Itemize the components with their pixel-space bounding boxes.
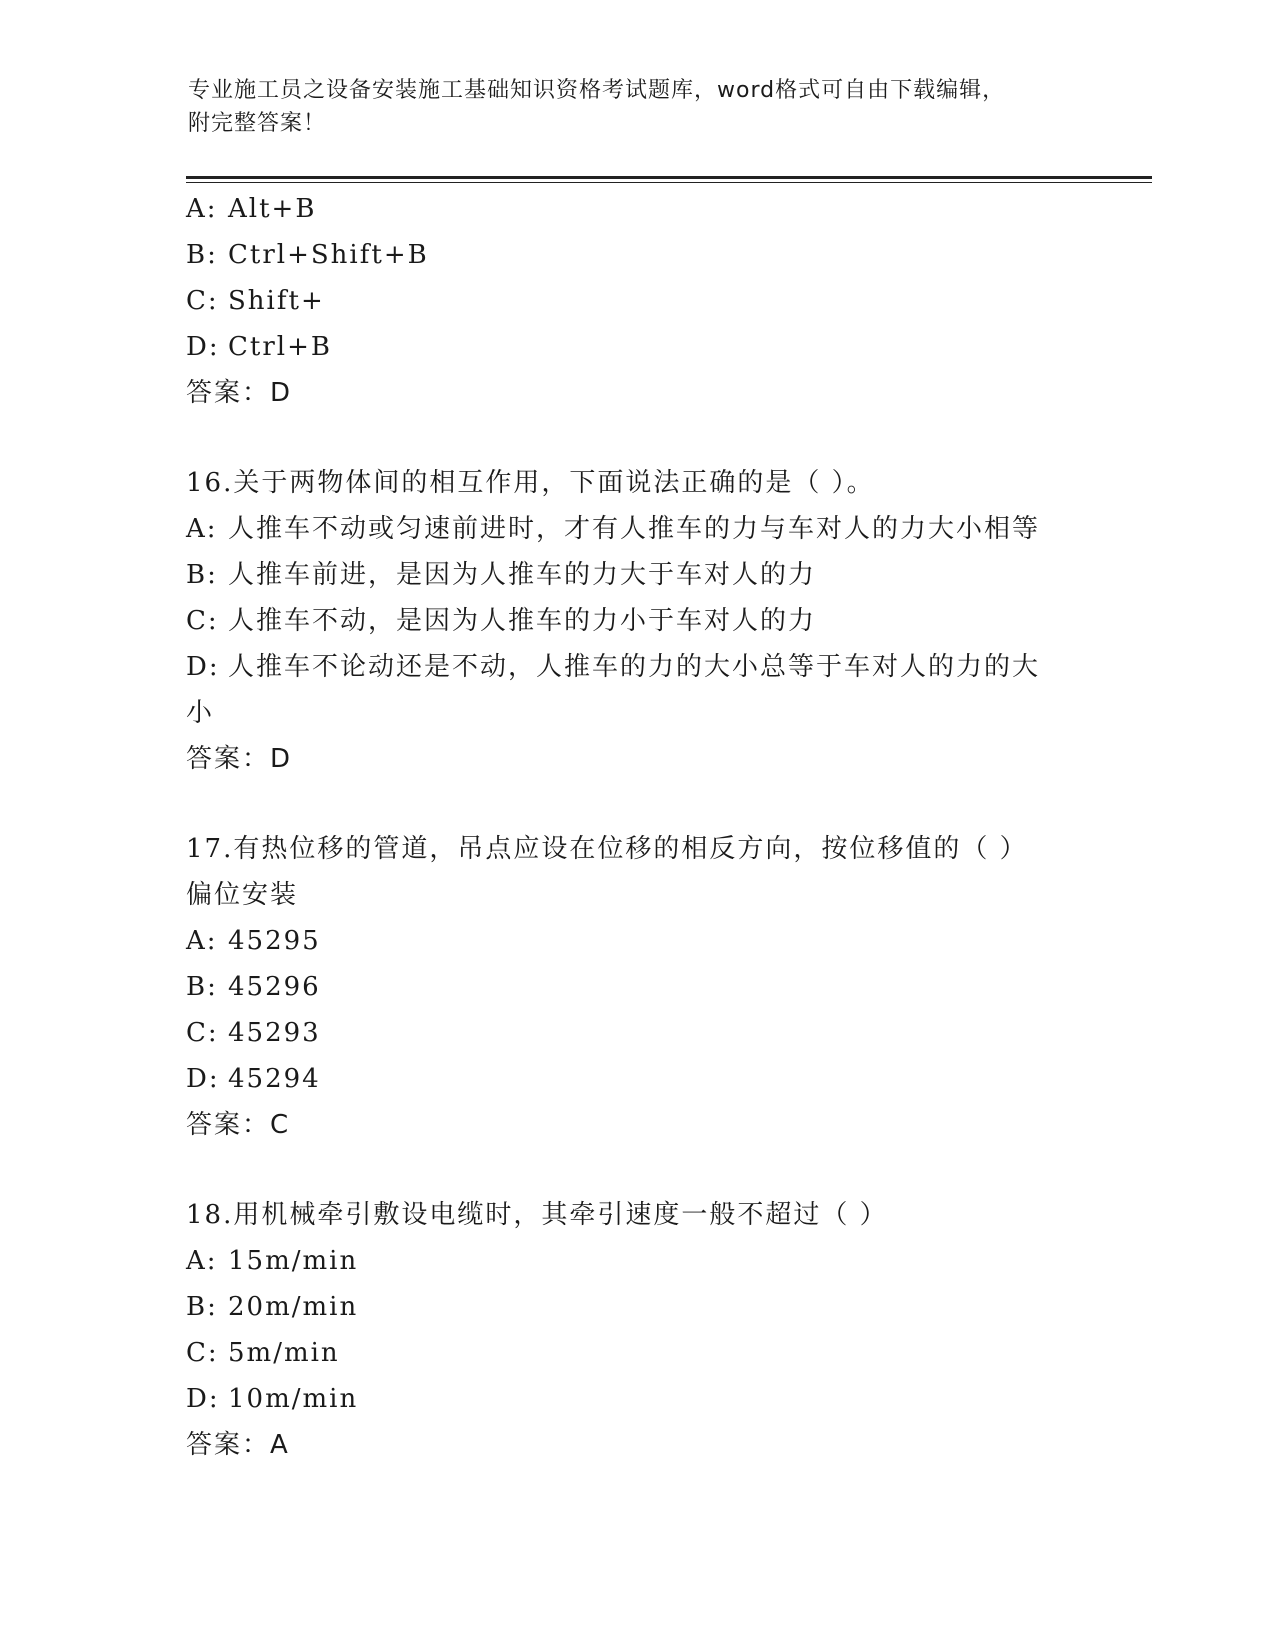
option-b (186, 232, 1086, 278)
header-line-1: 专业施工员之设备安装施工基础知识资格考试题库，word格式可自由下载编辑， (188, 78, 1006, 103)
option-label: C: (186, 606, 219, 636)
answer-line: 答案：C (186, 1110, 291, 1140)
question-text-continued: 偏位安装 (186, 880, 299, 910)
header-divider-thin (186, 182, 1152, 183)
option-label: B: (186, 972, 218, 1002)
question-17 (186, 826, 1086, 1148)
option-label: D: (186, 332, 220, 362)
question-list (186, 186, 1086, 1468)
option-text: 人推车不动或匀速前进时，才有人推车的力与车对人的力大小相等 (228, 514, 1041, 544)
option-text: 人推车不动，是因为人推车的力小于车对人的力 (228, 606, 817, 636)
option-text: 45295 (228, 926, 321, 956)
question-text: 17.有热位移的管道，吊点应设在位移的相反方向，按位移值的（ ） (186, 834, 1028, 864)
option-text: Alt+B (228, 194, 317, 224)
option-b (186, 552, 1086, 598)
option-a (186, 186, 1086, 232)
option-c (186, 1330, 1086, 1376)
option-d (186, 1056, 1086, 1102)
option-d (186, 324, 1086, 370)
spacer (186, 782, 1086, 826)
option-label: B: (186, 1292, 218, 1322)
option-text: 10m/min (228, 1384, 359, 1414)
header-line-2: 附完整答案！ (188, 111, 327, 136)
option-label: B: (186, 240, 218, 270)
option-text: 45293 (228, 1018, 321, 1048)
option-label: A: (186, 926, 218, 956)
option-label: D: (186, 652, 220, 682)
option-b (186, 1284, 1086, 1330)
answer-line: 答案：D (186, 378, 293, 408)
spacer (186, 416, 1086, 460)
option-d-continued: 小 (186, 698, 215, 728)
answer-line: 答案：A (186, 1430, 290, 1460)
option-a (186, 506, 1086, 552)
option-label: B: (186, 560, 218, 590)
option-text: 15m/min (228, 1246, 359, 1276)
option-label: A: (186, 194, 218, 224)
question-15 (186, 186, 1086, 416)
option-d (186, 644, 1086, 690)
question-16 (186, 460, 1086, 782)
option-text: Ctrl+Shift+B (228, 240, 429, 270)
document-header (188, 74, 1088, 140)
option-a (186, 918, 1086, 964)
option-text: Shift+ (228, 286, 325, 316)
option-text: 人推车不论动还是不动，人推车的力的大小总等于车对人的力的大 (228, 652, 1041, 682)
option-c (186, 278, 1086, 324)
option-text: 45294 (228, 1064, 321, 1094)
option-label: A: (186, 514, 218, 544)
header-divider-thick (186, 176, 1152, 179)
option-c (186, 598, 1086, 644)
question-text: 18.用机械牵引敷设电缆时，其牵引速度一般不超过（ ） (186, 1200, 888, 1230)
option-text: 20m/min (228, 1292, 359, 1322)
option-label: C: (186, 1338, 219, 1368)
option-label: A: (186, 1246, 218, 1276)
option-d (186, 1376, 1086, 1422)
option-text: 45296 (228, 972, 321, 1002)
option-label: D: (186, 1064, 220, 1094)
option-b (186, 964, 1086, 1010)
question-18 (186, 1192, 1086, 1468)
question-text: 16.关于两物体间的相互作用，下面说法正确的是（ ）。 (186, 468, 875, 498)
answer-line: 答案：D (186, 744, 293, 774)
option-label: C: (186, 1018, 219, 1048)
option-text: 人推车前进，是因为人推车的力大于车对人的力 (228, 560, 817, 590)
option-label: D: (186, 1384, 220, 1414)
option-c (186, 1010, 1086, 1056)
spacer (186, 1148, 1086, 1192)
option-a (186, 1238, 1086, 1284)
option-text: 5m/min (228, 1338, 340, 1368)
option-text: Ctrl+B (228, 332, 332, 362)
option-label: C: (186, 286, 219, 316)
